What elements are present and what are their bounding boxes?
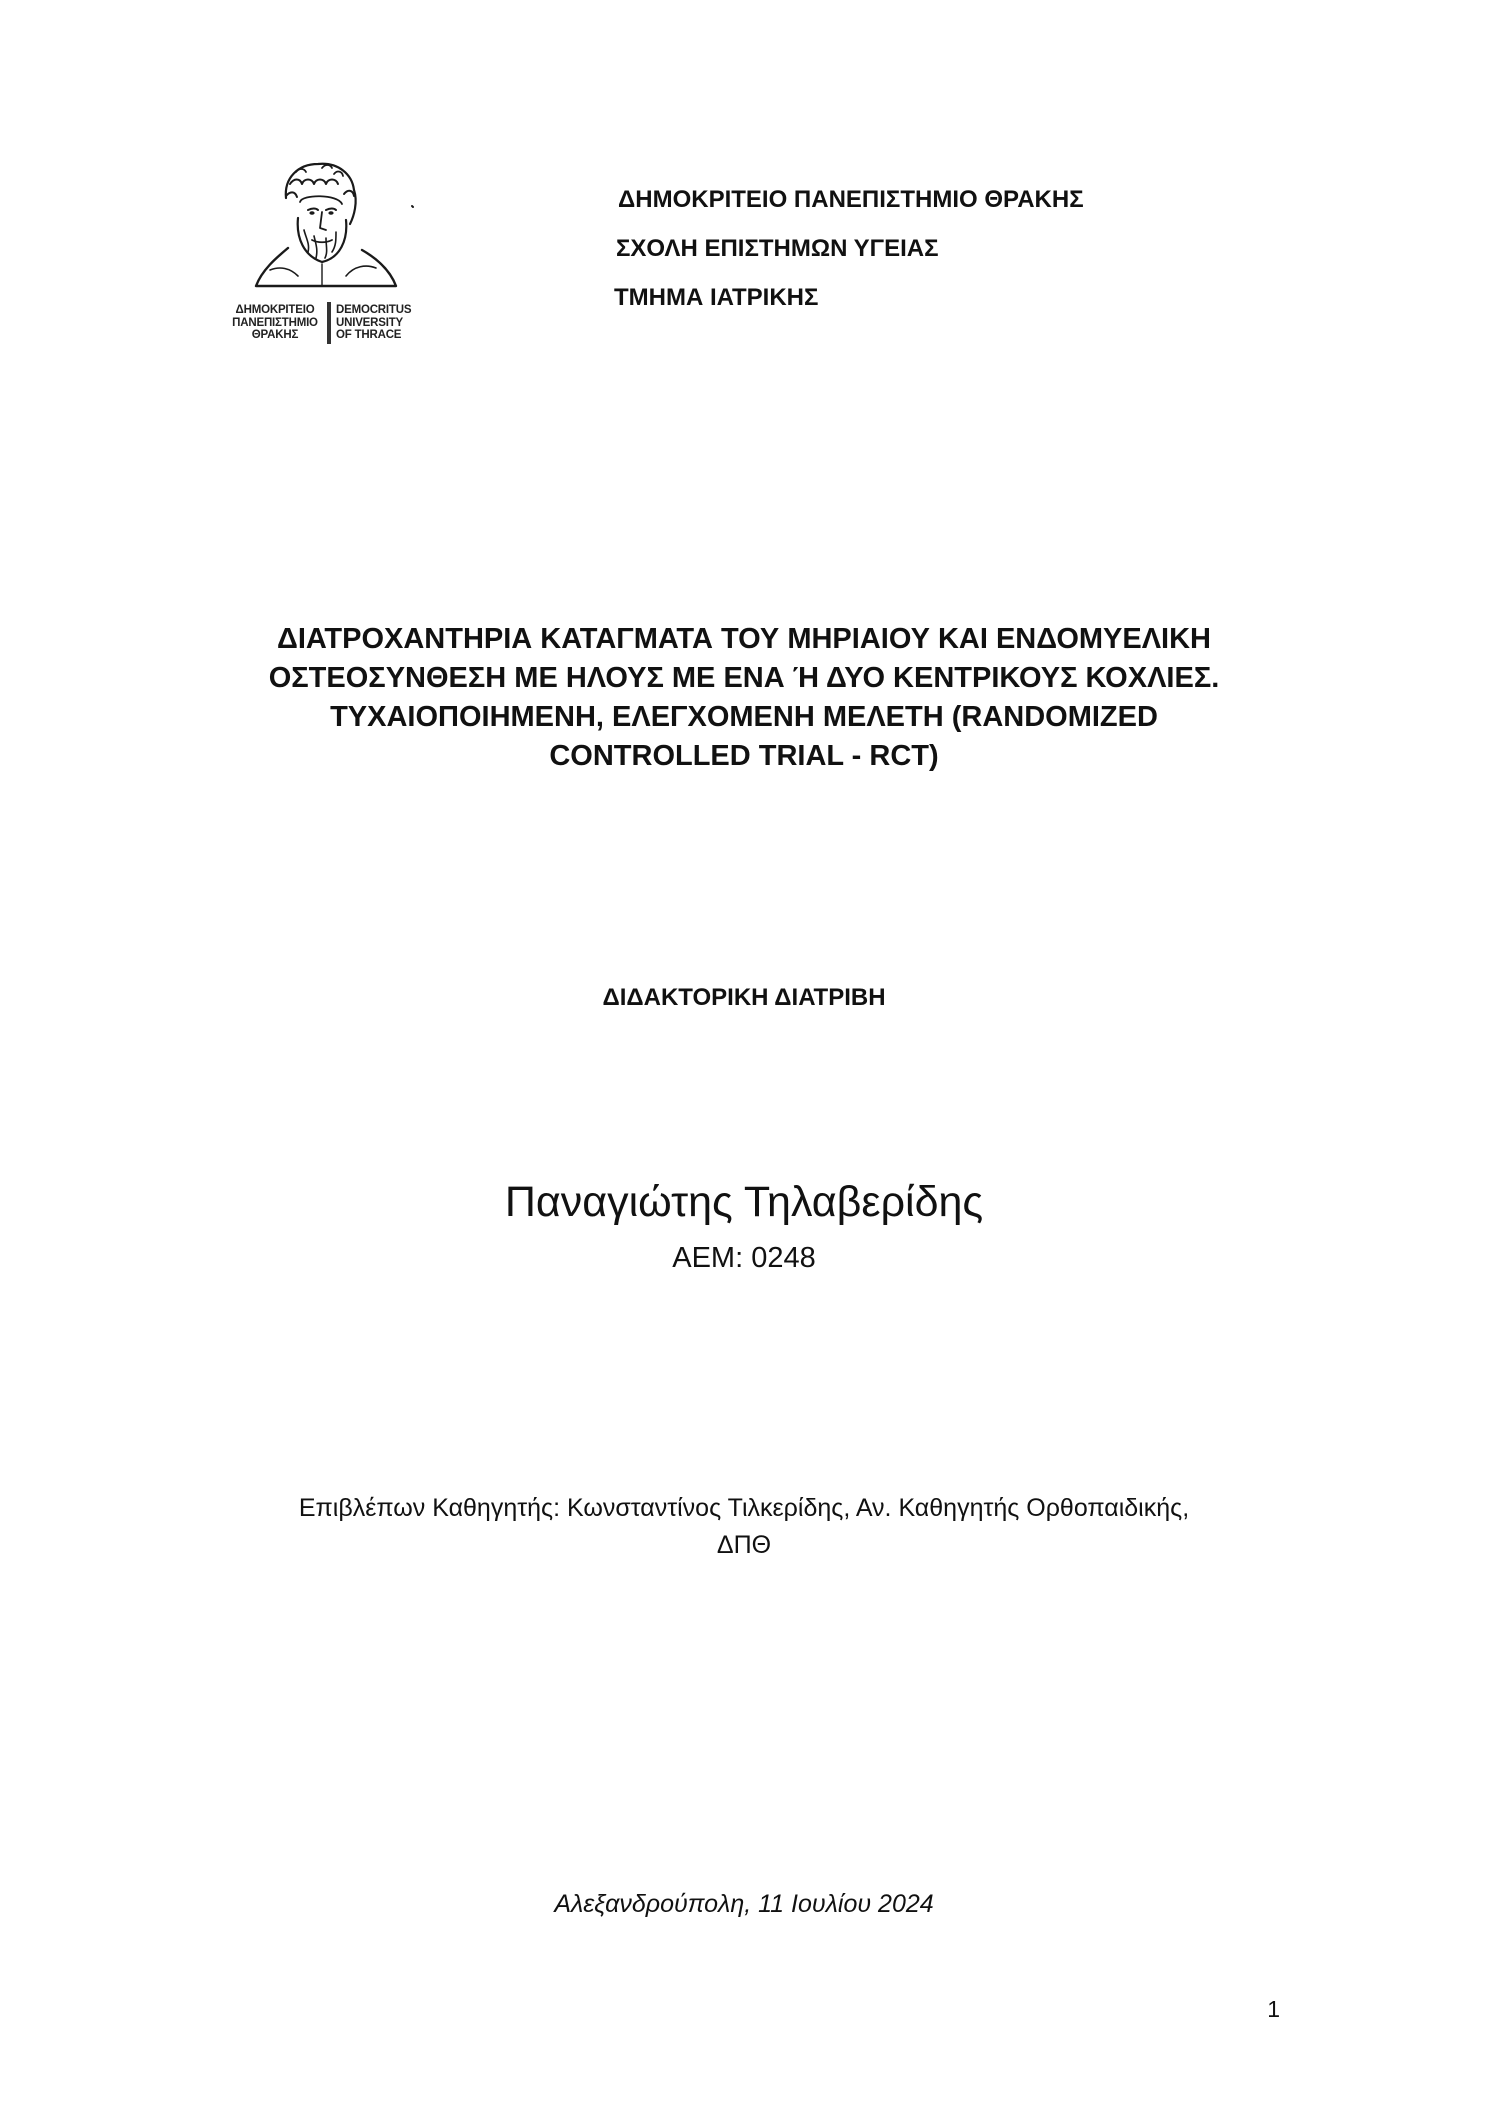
thesis-title-line: ΤΥΧΑΙΟΠΟΙΗΜΕΝΗ, ΕΛΕΓΧΟΜΕΝΗ ΜΕΛΕΤΗ (RANDOMIZED — [330, 701, 1158, 733]
school-name: ΣΧΟΛΗ ΕΠΙΣΤΗΜΩΝ ΥΓΕΙΑΣ — [616, 235, 939, 262]
logo-english-line: UNIVERSITY — [336, 316, 404, 329]
document-type: ΔΙΔΑΚΤΟΡΙΚΗ ΔΙΑΤΡΙΒΗ — [602, 984, 886, 1011]
author-name: Παναγιώτης Τηλαβερίδης — [504, 1178, 984, 1226]
logo-greek-line: ΔΗΜΟΚΡΙΤΕΙΟ — [235, 304, 315, 316]
supervisor — [200, 1490, 1288, 1564]
thesis-title — [200, 620, 1288, 776]
thesis-title-line: CONTROLLED TRIAL - RCT) — [549, 740, 939, 772]
place-date: Αλεξανδρούπολη, 11 Ιουλίου 2024 — [554, 1890, 934, 1918]
logo-greek-line: ΘΡΑΚΗΣ — [251, 329, 299, 341]
university-logo — [226, 158, 426, 354]
democritus-bust-icon — [226, 158, 426, 304]
thesis-title-line: ΟΣΤΕΟΣΥΝΘΕΣΗ ΜΕ ΗΛΟΥΣ ΜΕ ΕΝΑ Ή ΔΥΟ ΚΕΝΤΡΙΚΟΥΣ ΚΟΧΛΙΕΣ. — [268, 662, 1220, 694]
thesis-title-line: ΔΙΑΤΡΟΧΑΝΤΗΡΙΑ ΚΑΤΑΓΜΑΤΑ ΤΟΥ ΜΗΡΙΑΙΟΥ ΚΑΙ ΕΝΔΟΜΥΕΛΙΚΗ — [276, 623, 1212, 655]
logo-divider — [327, 302, 331, 344]
logo-text-greek — [226, 304, 324, 342]
author-aem: ΑΕΜ: 0248 — [672, 1242, 816, 1274]
logo-greek-line: ΠΑΝΕΠΙΣΤΗΜΙΟ — [232, 316, 318, 329]
supervisor-line: Επιβλέπων Καθηγητής: Κωνσταντίνος Τιλκερίδης, Αν. Καθηγητής Ορθοπαιδικής, — [298, 1494, 1190, 1522]
supervisor-line: ΔΠΘ — [716, 1531, 772, 1559]
page-number: 1 — [1267, 1996, 1280, 2022]
logo-english-line: DEMOCRITUS — [336, 304, 412, 316]
university-name: ΔΗΜΟΚΡΙΤΕΙΟ ΠΑΝΕΠΙΣΤΗΜΙΟ ΘΡΑΚΗΣ — [618, 186, 1084, 213]
logo-text-english — [336, 304, 426, 342]
logo-english-line: OF THRACE — [336, 329, 402, 341]
department-name: ΤΜΗΜΑ ΙΑΤΡΙΚΗΣ — [614, 284, 819, 311]
